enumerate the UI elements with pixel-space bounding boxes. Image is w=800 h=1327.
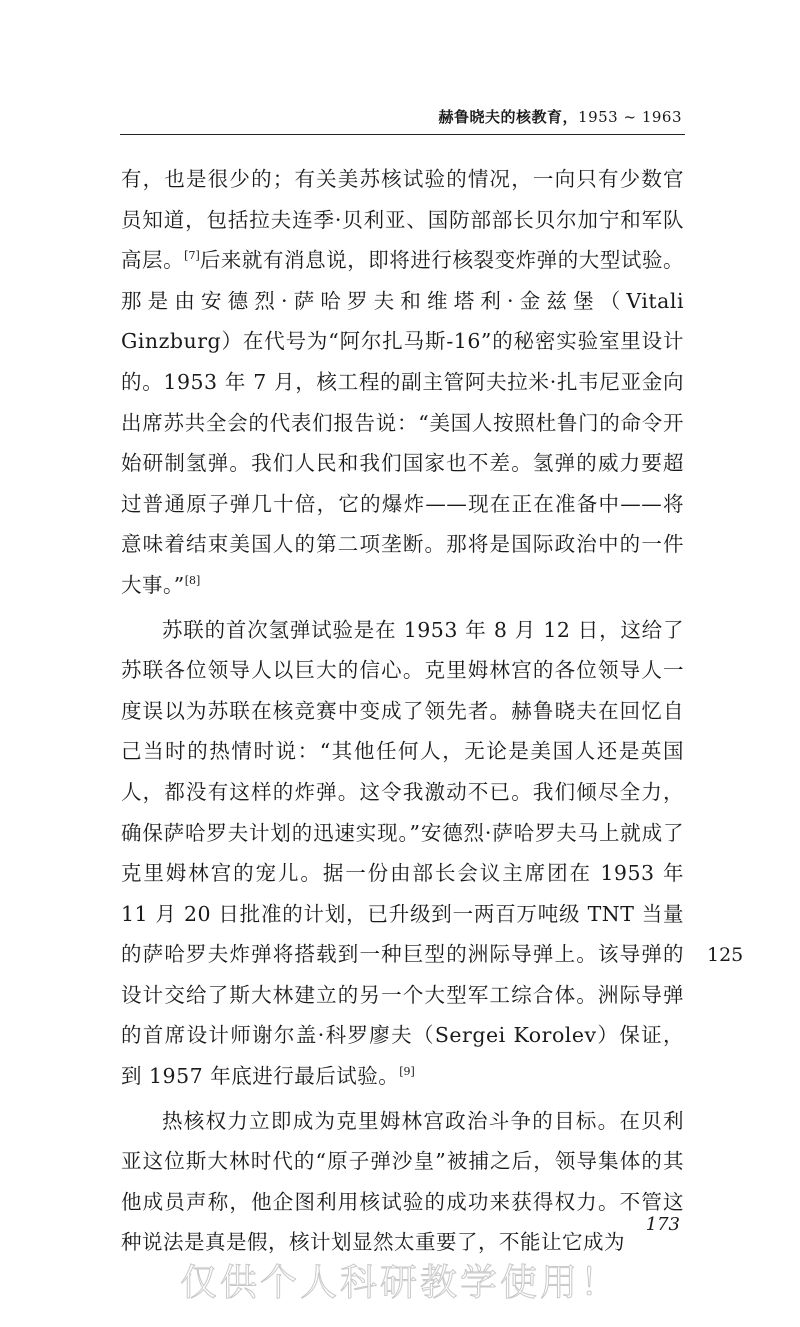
original-page-number: 125 (707, 944, 744, 966)
paragraph-p2 (121, 610, 684, 1097)
footnote-ref[interactable]: [8] (184, 574, 201, 588)
paragraph-p1 (121, 159, 684, 606)
paragraph-text: 热核权力立即成为克里姆林宫政治斗争的目标。在贝利亚这位斯大林时代的“原子弹沙皇”被捕之后，领导集体的其他成员声称，他企图利用核试验的成功来获得权力。不管这种说法是真是假，核计划显然太重要了，不能让它成为 (121, 1108, 684, 1255)
header-rule (120, 134, 685, 135)
running-head (439, 106, 682, 127)
footnote-ref[interactable]: [7] (184, 249, 200, 263)
body-text (121, 159, 684, 1263)
watermark: 仅供个人科研教学使用！ (180, 1261, 620, 1304)
paragraph-text: 苏联的首次氢弹试验是在 1953 年 8 月 12 日，这给了苏联各位领导人以巨大的信心。克里姆林宫的各位领导人一度误以为苏联在核竞赛中变成了领先者。赫鲁晓夫在回忆自己当时的热情时说：“其他任何人，无论是美国人还是英国人，都没有这样的炸弹。这令我激动不已。我们倾尽全力，确保萨哈罗夫计划的迅速实现。”安德烈·萨哈罗夫马上就成了克里姆林宫的宠儿。据一份由部长会议主席团在 1953 年 11 月 20 日批准的计划，已升级到一两百万吨级 TNT 当量的萨哈罗夫炸弹将搭载到一种巨型的洲际导弹上。该导弹的设计交给了斯大林建立的另一个大型军工综合体。洲际导弹的首席设计师谢尔盖·科罗廖夫（Sergei Korolev）保证，到 1957 年底进行最后试验。 (121, 617, 684, 1089)
paragraph-text: 后来就有消息说，即将进行核裂变炸弹的大型试验。那是由安德烈·萨哈罗夫和维塔利·金兹堡（Vitali Ginzburg）在代号为“阿尔扎马斯-16”的秘密实验室里设计的。1953 年 7 月，核工程的副主管阿夫拉米·扎韦尼亚金向出席苏共全会的代表们报告说：“美国人按照杜鲁门的命令开始研制氢弹。我们人民和我们国家也不差。氢弹的威力要超过普通原子弹几十倍，它的爆炸——现在正在准备中——将意味着结束美国人的第二项垄断。那将是国际政治中的一件大事。” (121, 248, 685, 597)
running-head-years: 1953 ~ 1963 (578, 108, 682, 126)
footnote-ref[interactable]: [9] (399, 1065, 415, 1079)
paragraph-text: 有，也是很少的；有关美苏核试验的情况，一向只有少数官员知道，包括拉夫连季·贝利亚、国防部部长贝尔加宁和军队高层。 (121, 167, 684, 273)
page-number: 173 (645, 1214, 680, 1235)
paragraph-p3 (121, 1101, 684, 1263)
running-head-title: 赫鲁晓夫的核教育， (438, 108, 579, 126)
